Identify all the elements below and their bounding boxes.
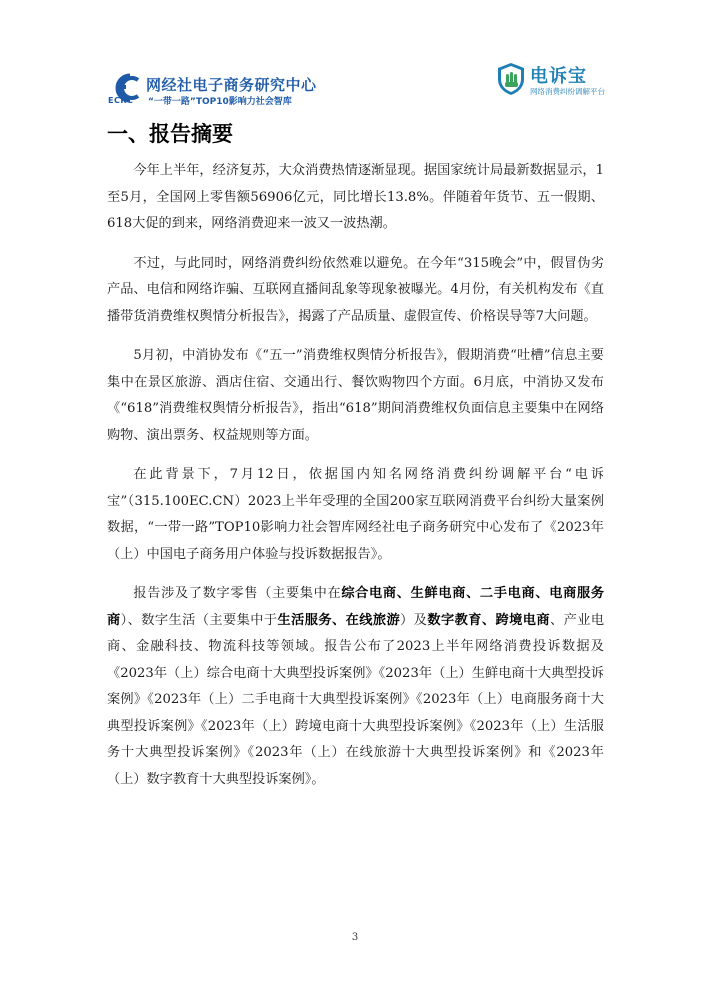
paragraph-5: [107, 581, 604, 793]
paragraph-5-text-4: 、产业电商、金融科技、物流科技等领域。报告公布了2023上半年网络消费投诉数据及《2023年（上）综合电商十大典型投诉案例》《2023年（上）生鲜电商十大典型投诉案例》《2023年（上）二手电商十大典型投诉案例》《2023年（上）电商服务商十大典型投诉案例》《2023年（上）跨境电商十大典型投诉案例》《2023年（上）生活服务十大典型投诉案例》《2023年（上）在线旅游十大典型投诉案例》和《2023年（上）数字教育十大典型投诉案例》。: [107, 612, 605, 787]
page-header: [0, 0, 710, 110]
section-title: 一、报告摘要: [107, 122, 233, 146]
paragraph-5-text-1: 报告涉及了数字零售（主要集中在: [133, 586, 342, 601]
paragraph-3: 5月初，中消协发布《“五一”消费维权舆情分析报告》，假期消费“吐槽”信息主要集中在景区旅游、酒店住宿、交通出行、餐饮购物四个方面。6月底，中消协又发布《“618”消费维权舆情分析报告》，指出“618”期间消费维权负面信息主要集中在网络购物、演出票务、权益规则等方面。: [107, 348, 604, 443]
paragraph-5-text-3: ）及: [400, 612, 428, 628]
dsb-tagline: 网络消费纠纷调解平台: [530, 87, 605, 96]
paragraph-4: 在此背景下，7月12日，依据国内知名网络消费纠纷调解平台“电诉宝”（315.100EC.CN）2023上半年受理的全国200家互联网消费平台纠纷大量案例数据，“一带一路”TOP10影响力社会智库网经社电子商务研究中心发布了《2023年（上）中国电子商务用户体验与投诉数据报告》。: [107, 467, 604, 562]
ecrc-abbr: ECRC: [108, 96, 134, 105]
paragraph-2: 不过，与此同时，网络消费纠纷依然难以避免。在今年“315晚会”中，假冒伪劣产品、电信和网络诈骗、互联网直播间乱象等现象被曝光。4月份，有关机构发布《直播带货消费维权舆情分析报告》，揭露了产品质量、虚假宣传、价格误导等7大问题。: [107, 255, 604, 324]
ecrc-name: 网经社电子商务研究中心: [146, 76, 317, 94]
paragraph-1: 今年上半年，经济复苏，大众消费热情逐渐显现。据国家统计局最新数据显示，1至5月，全国网上零售额56906亿元，同比增长13.8%。伴随着年货节、五一假期、618大促的到来，网络消费迎来一波又一波热潮。: [107, 163, 604, 231]
ecrc-slogan: “一带一路”TOP10影响力社会智库: [148, 97, 292, 107]
paragraph-5-bold-1: 综合电商、生鲜电商、二手电商、电商服务商: [107, 586, 605, 628]
paragraph-5-bold-2: 生活服务、在线旅游: [277, 612, 401, 628]
page-number: 3: [351, 932, 359, 943]
dsb-shield-icon: [496, 62, 526, 96]
paragraph-5-text-2: ）、数字生活（主要集中于: [120, 612, 278, 628]
paragraph-5-bold-3: 数字教育、跨境电商: [427, 612, 550, 628]
summary-body: [107, 158, 604, 806]
dsb-name: 电诉宝: [530, 66, 587, 87]
